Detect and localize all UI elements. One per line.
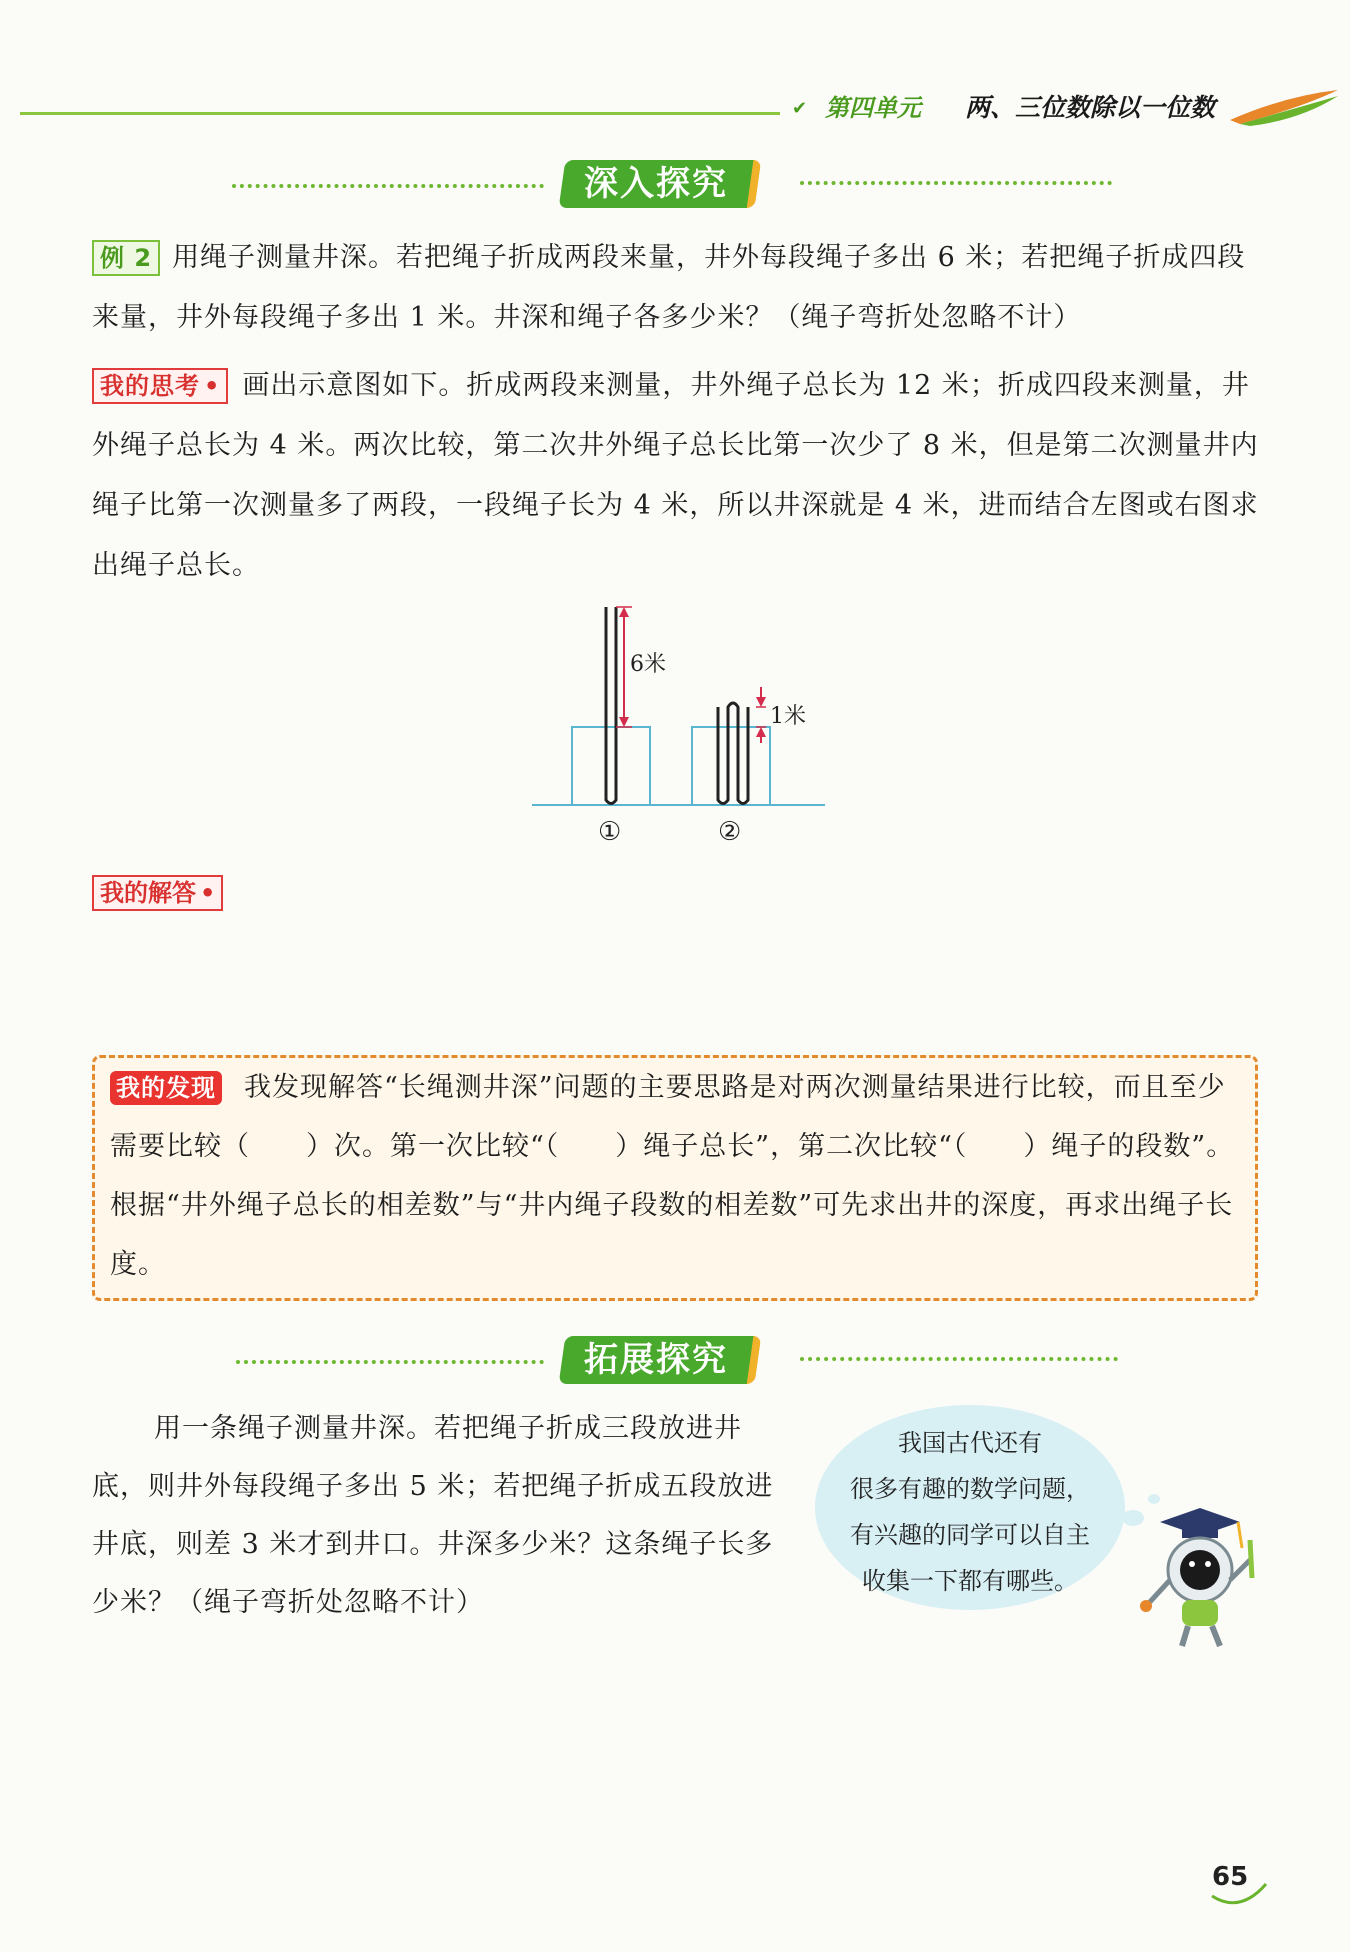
check-icon: ✔: [792, 98, 808, 119]
bubble-line: 有兴趣的同学可以自主: [850, 1521, 1090, 1549]
label-6m: 6米: [630, 652, 666, 677]
example-block: [92, 228, 1260, 348]
chapter-title: 两、三位数除以一位数: [965, 93, 1216, 122]
bubble-line: 我国古代还有: [898, 1429, 1042, 1457]
page-swoosh-icon: [1210, 1880, 1270, 1910]
caption-1: ①: [598, 817, 622, 847]
leaf-swoosh-icon: [1230, 86, 1340, 126]
banner-dots-right: [800, 181, 1112, 185]
section-banner-deep: [559, 160, 762, 208]
label-1m: 1米: [770, 704, 806, 729]
unit-label: 第四单元: [825, 94, 921, 122]
bubble-line: 收集一下都有哪些。: [862, 1567, 1078, 1595]
banner2-dots-right: [800, 1357, 1118, 1361]
section-banner-extend: [559, 1336, 762, 1384]
extension-block: [92, 1400, 792, 1632]
well-diagram: [520, 595, 840, 855]
banner-dots-left: [232, 184, 544, 188]
bubble-text: [822, 1420, 1118, 1604]
mascot-scholar-icon: [1130, 1500, 1270, 1650]
answer-badge: 我的解答 •: [92, 875, 223, 911]
thinking-badge: 我的思考 •: [92, 368, 228, 404]
section-title: 深入探究: [584, 164, 728, 204]
example-badge: 例 2: [92, 240, 160, 276]
discovery-block: [110, 1058, 1238, 1294]
header-rule: [20, 112, 780, 115]
thinking-text: 画出示意图如下。折成两段来测量，井外绳子总长为 12 米；折成四段来测量，井外绳子总长为 4 米。两次比较，第二次井外绳子总长比第一次少了 8 米，但是第二次测量井内绳子比第一次测量多了两段，一段绳子长为 4 米，所以井深就是 4 米，进而结合左图或右图求出绳子总长。: [92, 370, 1259, 581]
caption-2: ②: [718, 817, 742, 847]
section2-title: 拓展探究: [584, 1340, 728, 1380]
bubble-line: 很多有趣的数学问题，: [850, 1475, 1090, 1503]
example-text: 用绳子测量井深。若把绳子折成两段来量，井外每段绳子多出 6 米；若把绳子折成四段来量，井外每段绳子多出 1 米。井深和绳子各多少米？（绳子弯折处忽略不计）: [92, 242, 1246, 333]
thinking-block: [92, 356, 1260, 596]
page-number: 65: [1212, 1862, 1249, 1892]
extension-text: 用一条绳子测量井深。若把绳子折成三段放进井底，则井外每段绳子多出 5 米；若把绳子折成五段放进井底，则差 3 米才到井口。井深多少米？这条绳子长多少米？（绳子弯折处忽略不计）: [92, 1413, 774, 1618]
answer-area: [92, 875, 237, 911]
banner2-dots-left: [236, 1360, 544, 1364]
discovery-text: 我发现解答“长绳测井深”问题的主要思路是对两次测量结果进行比较，而且至少需要比较（ ）次。第一次比较“（ ）绳子总长”，第二次比较“（ ）绳子的段数”。根据“井外绳子总长的相差数”与“井内绳子段数的相差数”可先求出井的深度，再求出绳子长度。: [110, 1072, 1235, 1280]
discovery-badge: 我的发现: [110, 1071, 222, 1105]
